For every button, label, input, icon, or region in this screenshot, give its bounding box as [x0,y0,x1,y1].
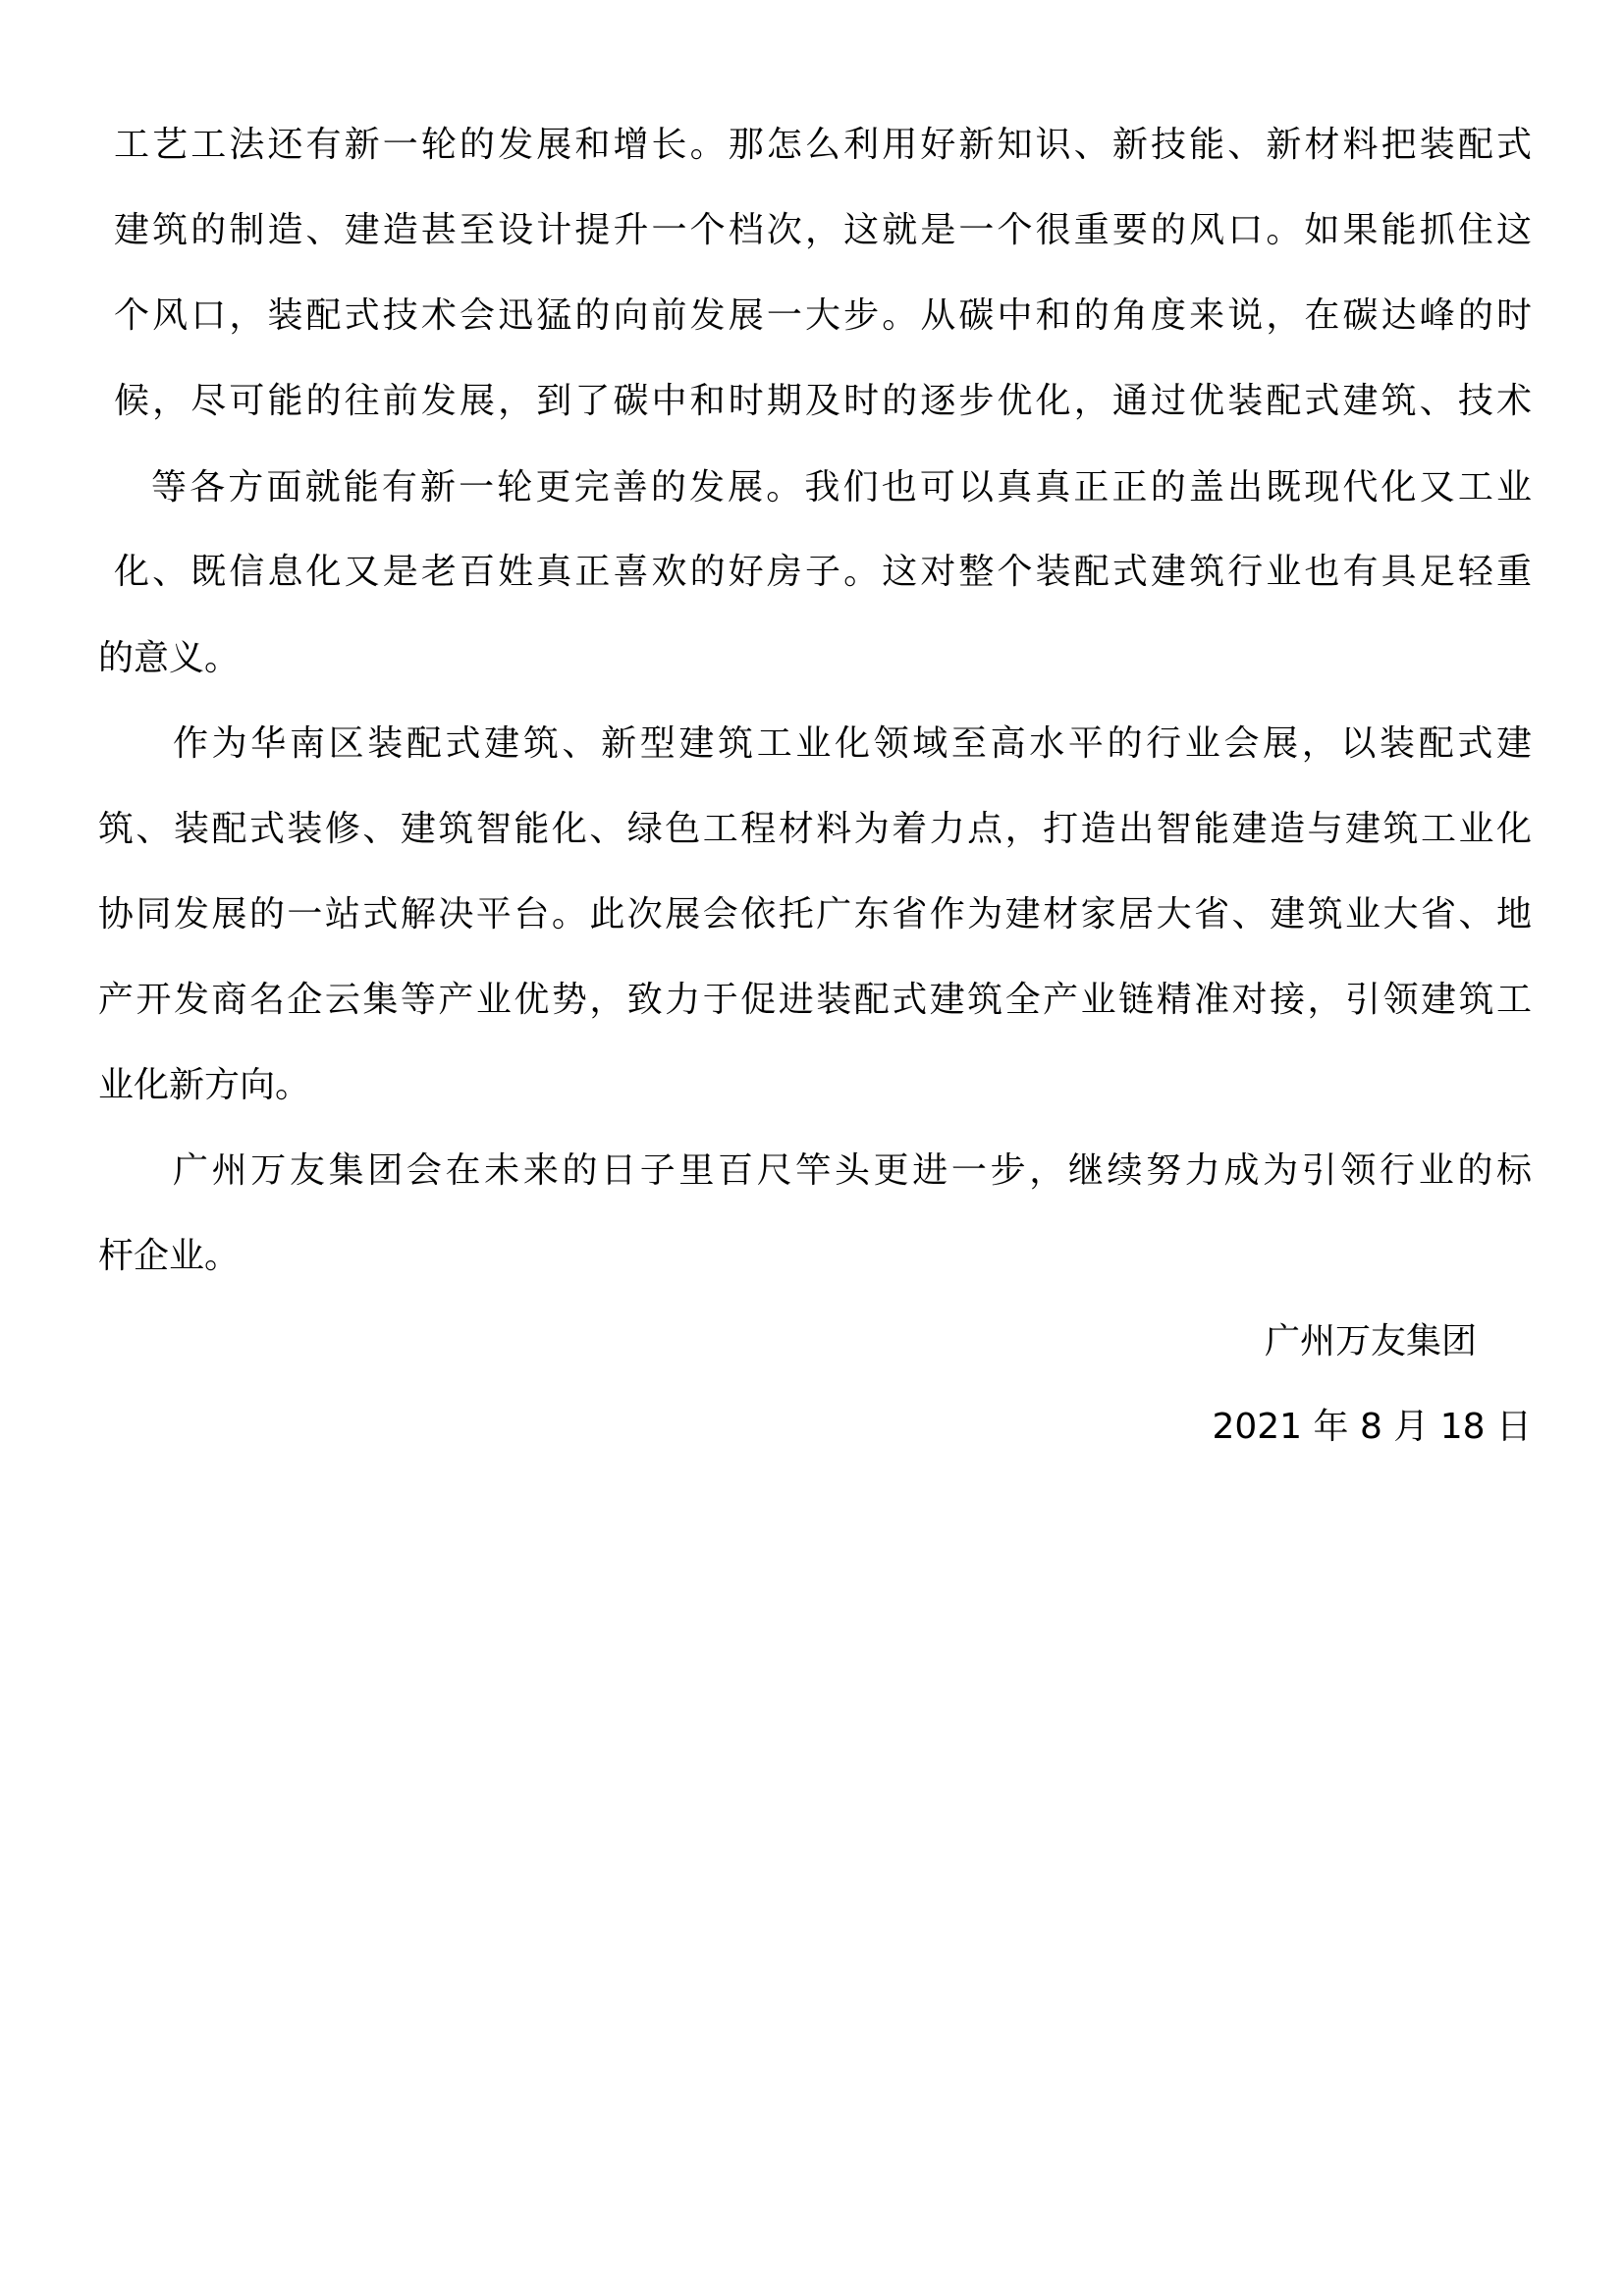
paragraph-2-line-2: 筑、装配式装修、建筑智能化、绿色工程材料为着力点，打造出智能建造与建筑工业化 [98,809,1532,849]
paragraph-3-line-2: 杆企业。 [98,1236,241,1276]
paragraph-1-line-3: 个风口，装配式技术会迅猛的向前发展一大步。从碳中和的角度来说，在碳达峰的时 [114,295,1532,336]
paragraph-1-line-2: 建筑的制造、建造甚至设计提升一个档次，这就是一个很重要的风口。如果能抓住这 [114,210,1532,250]
paragraph-1-line-1: 工艺工法还有新一轮的发展和增长。那怎么利用好新知识、新技能、新材料把装配式 [114,125,1532,165]
paragraph-2-line-5: 业化新方向。 [98,1065,311,1105]
paragraph-1-line-5: 等各方面就能有新一轮更完善的发展。我们也可以真真正正的盖出既现代化又工业 [151,467,1532,507]
paragraph-2-line-3: 协同发展的一站式解决平台。此次展会依托广东省作为建材家居大省、建筑业大省、地 [98,894,1532,934]
paragraph-2-line-4: 产开发商名企云集等产业优势，致力于促进装配式建筑全产业链精准对接，引领建筑工 [98,980,1532,1020]
signature-date: 2021 年 8 月 18 日 [1212,1407,1532,1447]
paragraph-2-line-1: 作为华南区装配式建筑、新型建筑工业化领域至高水平的行业会展，以装配式建 [173,723,1532,764]
signature-organization: 广州万友集团 [1265,1321,1478,1362]
paragraph-3-line-1: 广州万友集团会在未来的日子里百尺竿头更进一步，继续努力成为引领行业的标 [173,1150,1532,1191]
paragraph-1-line-6: 化、既信息化又是老百姓真正喜欢的好房子。这对整个装配式建筑行业也有具足轻重 [114,552,1532,592]
paragraph-1-line-7: 的意义。 [98,638,241,678]
paragraph-1-line-4: 候，尽可能的往前发展，到了碳中和时期及时的逐步优化，通过优装配式建筑、技术 [114,381,1532,421]
